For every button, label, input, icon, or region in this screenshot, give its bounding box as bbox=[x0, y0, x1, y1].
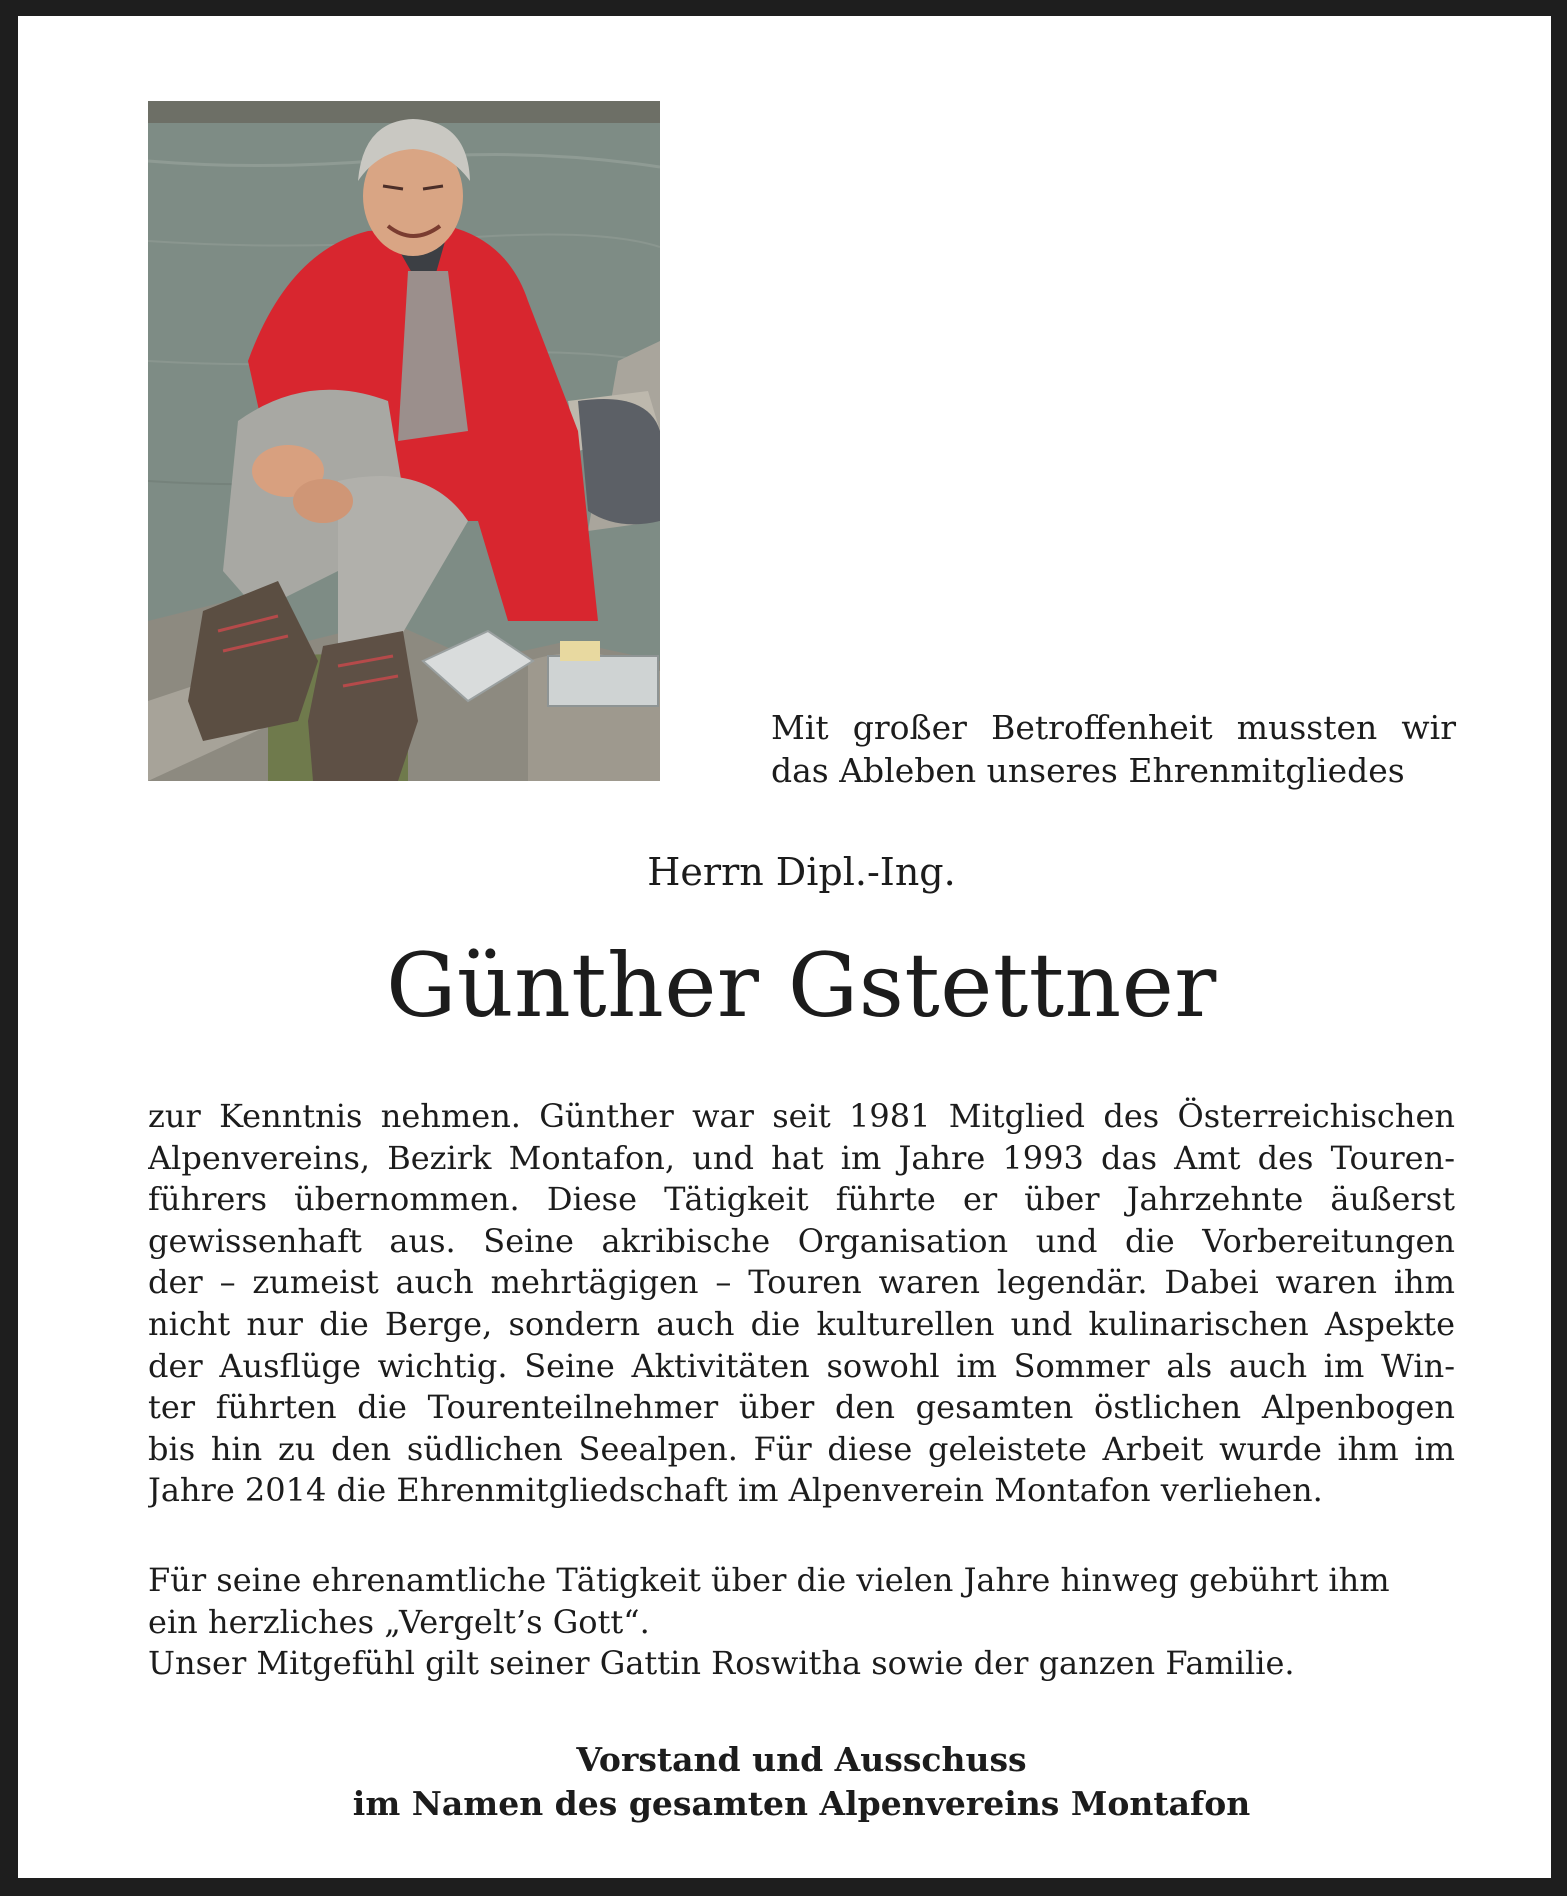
closing-line: Für seine ehrenamtliche Tätigkeit über die vielen Jahre hinweg gebührt ihm bbox=[148, 1561, 1390, 1599]
tribute-line: nicht nur die Berge, sondern auch die kulturellen und kulinarischen Aspekte bbox=[148, 1304, 1455, 1343]
deceased-name: Günther Gstettner bbox=[386, 934, 1217, 1037]
intro-line: Mit großer Betroffenheit mussten wir bbox=[771, 708, 1456, 747]
tribute-line: gewissenhaft aus. Seine akribische Organisation und die Vorbereitungen bbox=[148, 1221, 1455, 1260]
tribute-line: Jahre 2014 die Ehrenmitgliedschaft im Alpenverein Montafon verliehen. bbox=[148, 1471, 1323, 1510]
signature-block bbox=[18, 1738, 1567, 1826]
intro-line: das Ableben unseres Ehrenmitgliedes bbox=[771, 751, 1405, 790]
intro-text bbox=[771, 706, 1456, 792]
tribute-line: der – zumeist auch mehrtägigen – Touren waren legendär. Dabei waren ihm bbox=[148, 1263, 1455, 1302]
closing-line: ein herzliches „Vergelt’s Gott“. bbox=[148, 1602, 650, 1641]
tribute-line: Alpenvereins, Bezirk Montafon, und hat im Jahre 1993 das Amt des Touren- bbox=[148, 1138, 1455, 1177]
closing-line: Unser Mitgefühl gilt seiner Gattin Roswitha sowie der ganzen Familie. bbox=[148, 1644, 1295, 1683]
portrait-photo bbox=[148, 101, 660, 781]
tribute-line: ter führten die Tourenteilnehmer über den gesamten östlichen Alpenbogen bbox=[148, 1388, 1455, 1427]
tribute-line: der Ausflüge wichtig. Seine Aktivitäten sowohl im Sommer als auch im Win- bbox=[148, 1346, 1455, 1385]
tribute-line: führers übernommen. Diese Tätigkeit führte er über Jahrzehnte äußerst bbox=[148, 1180, 1455, 1219]
salutation: Herrn Dipl.-Ing. bbox=[647, 850, 956, 894]
tribute-line: zur Kenntnis nehmen. Günther war seit 1981 Mitglied des Österreichischen bbox=[148, 1097, 1455, 1135]
tribute-paragraph bbox=[148, 1096, 1455, 1512]
tribute-line: bis hin zu den südlichen Seealpen. Für diese geleistete Arbeit wurde ihm im bbox=[148, 1429, 1455, 1468]
signature-line: im Namen des gesamten Alpenvereins Montafon bbox=[352, 1784, 1251, 1823]
closing-paragraph bbox=[148, 1560, 1455, 1685]
signature-line: Vorstand und Ausschuss bbox=[576, 1740, 1027, 1779]
